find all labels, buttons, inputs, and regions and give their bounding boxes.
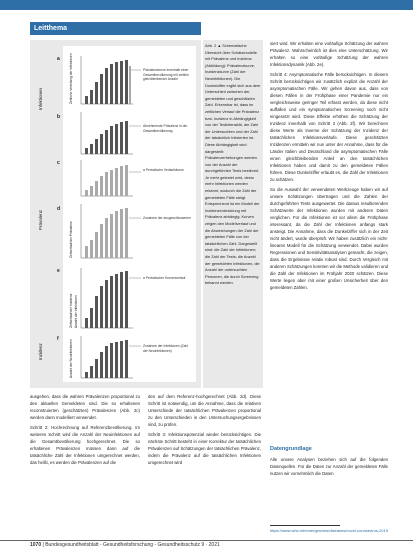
section-header [30, 22, 201, 35]
row-label-inzidenz: Inzidenz [38, 343, 43, 360]
paragraph: So die Auswahl der verwendeten Werkzeuge haben wir auf unsere Schätzungen übertragen und die Zahlen der durchgeführten Tests ausgewertet. Die daraus resultierenden Schätzwerte der Infektionen wurden mit anderen Daten verglichen. Für die Infektionen ist vor allem die Frühphase interessant, da die Zahl der Infektionen anfangs stark ansteigt. Die Annahme, dass die Dunkelziffer sich in der Zeit nicht ändert, wurde überprüft. Wir haben zusätzlich ein nicht-lineares Modell für die Schätzung verwendet. Dabei wurden Regressionen und Sensitivitätsanalysen gemacht, die zeigen, dass die Ergebnisse relativ robust sind. Durch Vergleich mit anderen Schätzungen konnten wir die Methode validieren und die Zahl der Infektionen im Frühjahr 2020 schätzen. Diese Werte liegen aber mit einer großen Unsicherheit über den gemeldeten Zahlen. [270, 187, 388, 290]
axis-label-3: Zeitverlauf der Inzidenz [69, 293, 73, 328]
figure-canvas [63, 46, 196, 382]
figure-caption: Abb. 2 ▲ Schematische Übersicht über Schätzmodelle mit Prävalenz und Inzidenz (Abbildung): Prävalenzkurve, Inzidenzkurve (Zahl der Neuinfektionen). Die Dunkelziffer ergibt sich aus dem Unterschied zwischen der gemeldeten und geschätzten Zahl. Erkennbar ist, dass im zeitlichen Verlauf die Prävalenz bzw. Inzidenz in Abhängigkeit von der Testintensität, der Zahl der Untersuchten und der Zahl der tatsächlich Infizierten ist. Diese Abhängigkeit wird dargestellt: Prävalenzerhebungen werden von der Anzahl der durchgeführten Tests bestimmt. Je mehr getestet wird, desto mehr Infektionen werden erkannt, wodurch die Zahl der gemeldeten Fälle steigt. Entsprechend ist ein Modell der Inzidenzentwicklung mit Prävalenz abhängig. Kurven zeigen den Modellverlauf und die Abweichungen der Zahl der gemeldeten Fälle von der tatsächlichen Zahl. Dargestellt sind: die Zahl der Infektionen; die Zahl der Tests; die Anzahl der gemeldeten Infektionen, die Anzahl der untersuchten Personen, die durch Screening bekannt werden. [205, 43, 261, 286]
panel-b-chart [81, 112, 141, 154]
panel-c-chart [81, 160, 141, 196]
panel-letter-a: a [57, 56, 60, 62]
paragraph: Schritt 2: Hochrechnung auf Referenzbevölkerung. Im weiteren Schritt wird die Anzahl der Neuinfektionen auf die Gesamtbevölkerung hochgerechnet. Die so erhaltenen Prävalenzen müssen dann auf die tatsächliche Zahl der Infektionen umgerechnet werden, das heißt, es werden die Prävalenzen auf die [30, 425, 140, 465]
panel-d-chart [81, 204, 141, 258]
panel-letter-e: e [57, 268, 60, 274]
paragraph: siert wird. Wir erhalten eine vorläufige Schätzung der wahren Prävalenz. Wahrscheinlich ist dies eine Unterschätzung. Wir erhalten so eine vorläufige Schätzung der wahren Infektionsdynamik (Abb. 2e). [270, 41, 388, 67]
panel-letter-b: b [57, 114, 61, 120]
axis-label-5: Anzahl der Neuinfektionen [69, 339, 73, 378]
axis-label-1: Zeitliche Verteilung der Infektionen [69, 53, 73, 104]
top-color-bar [0, 0, 413, 10]
paragraph: ausgehen, dass die wahren Prävalenzen proportional zu den aktuellen Gemeldeten sind. Die so erhaltenen reconstruierten (geschätzten) Prävalenzen (Abb. 2c) werden dann modelliert verwendet. [30, 394, 140, 420]
page-number: 1070 [30, 542, 42, 548]
panel-c-annotation: a Periodische Verlaufskurve [143, 168, 184, 172]
footer-divider [0, 540, 413, 541]
right-column [270, 40, 388, 442]
page-footer [30, 542, 220, 548]
panel-f-chart [81, 336, 141, 378]
panel-a-annotation: Prävalenzkurve innerhalb einer Gesamtbevölkerung mit zeitlich gleichbleibender Anzahl [143, 68, 189, 81]
paragraph: Schritt 3: Infektionspotenzial wieder berücksichtigen. Die nächste Schritt besteht in einer Korrektur der tatsächlichen Prävalenzen auf Schätzungen der tatsächlichen Prävalenz, indem die Prävalenz auf die tatsächlichen Infektionen umgerechnet wird [148, 432, 261, 465]
axis-label-2: Zeitverlauf der Prävalenz [69, 221, 73, 258]
middle-column-bottom [148, 393, 261, 469]
row-label-praevalenz: Prävalenz [38, 209, 43, 230]
journal-name: Bundesgesundheitsblatt - Gesundheitsforschung - Gesundheitsschutz 9 · 2021 [45, 542, 220, 548]
section-heading: Datengrundlage [270, 446, 312, 452]
section-label: Leitthema [34, 25, 68, 32]
footnote-link[interactable]: https://www.who.int/emergencies/diseases/novel-coronavirus-2019 [270, 528, 389, 533]
panel-letter-d: d [57, 206, 61, 212]
panel-b-annotation: Abnehmende Prävalenz in der Gesamtbevölkerung [143, 124, 188, 133]
figure-svg [63, 46, 196, 382]
panel-d-annotation: Zunahme der ausgeschlossenen [143, 216, 191, 220]
row-label-infektionen: Infektionen [38, 87, 43, 110]
axis-label-4: Anzahl der Infektionen [74, 295, 78, 328]
paragraph: Schritt 4: Asymptomatische Fälle berücksichtigen. In diesem Schritt berücksichtigen wir zusätzlich explizit die Anzahl der asymptomatischen Fälle. Wir gehen davon aus, dass von diesen Fällen in der Frühphase einer Pandemie nur ein vergleichsweise geringer Teil erfasst werden, da diese nicht auffallen und ein symptomatisches Screening noch nicht eingesetzt wird. Diese Effekte erhöhen die Schätzung der Inzidenz innerhalb von Schritt 3 (Abb. 2f). Wir berechnen diese Werte als Inverse der Schätzung der Inzidenz der tatsächlichen Infektionsverläufe. Diese geschätzten Inzidenzen ermitteln wir nun unter der Annahme, dass für die Länder Italien und Deutschland die asymptomatischen Fälle einen gleichbleibenden Anteil an den tatsächlichen Infektionen haben und damit zu den gemeldeten Fällen führen. Diese Dunkelziffer erlaubt es, die Zahl der Infektionen zu schätzen. [270, 72, 388, 182]
footer-separator: | [42, 542, 46, 548]
panel-e-chart [81, 268, 141, 328]
panel-letter-c: c [57, 160, 60, 166]
footnote-divider [270, 525, 340, 526]
right-column-tail: Alle unsere Analysen beziehen sich auf die folgenden Datenquellen. Für die Daten zur Anzahl der gemeldeten Fälle nutzen wir vornehmlich die Daten [270, 457, 388, 476]
panel-f-annotation: Zunahme der Infektionen (Zahl der Neuinfektionen) [143, 344, 189, 353]
panel-e-annotation: a Periodischer Kurvenverlauf [143, 276, 186, 280]
panel-letter-f: f [57, 336, 59, 342]
panel-a-chart [81, 56, 141, 104]
left-column-bottom [30, 393, 140, 469]
figure-panel [30, 40, 201, 388]
paragraph: den auf dem Referenz-hochgerechnet (Abb. 2d). Diese Schritt ist notwendig, um die Annahme, dass die relativen Unterschiede der tatsächlichen Prävalenzen proportional zu den Unterschieden in den Untersuchungsergebnissen sind, zu prüfen. [148, 394, 261, 427]
